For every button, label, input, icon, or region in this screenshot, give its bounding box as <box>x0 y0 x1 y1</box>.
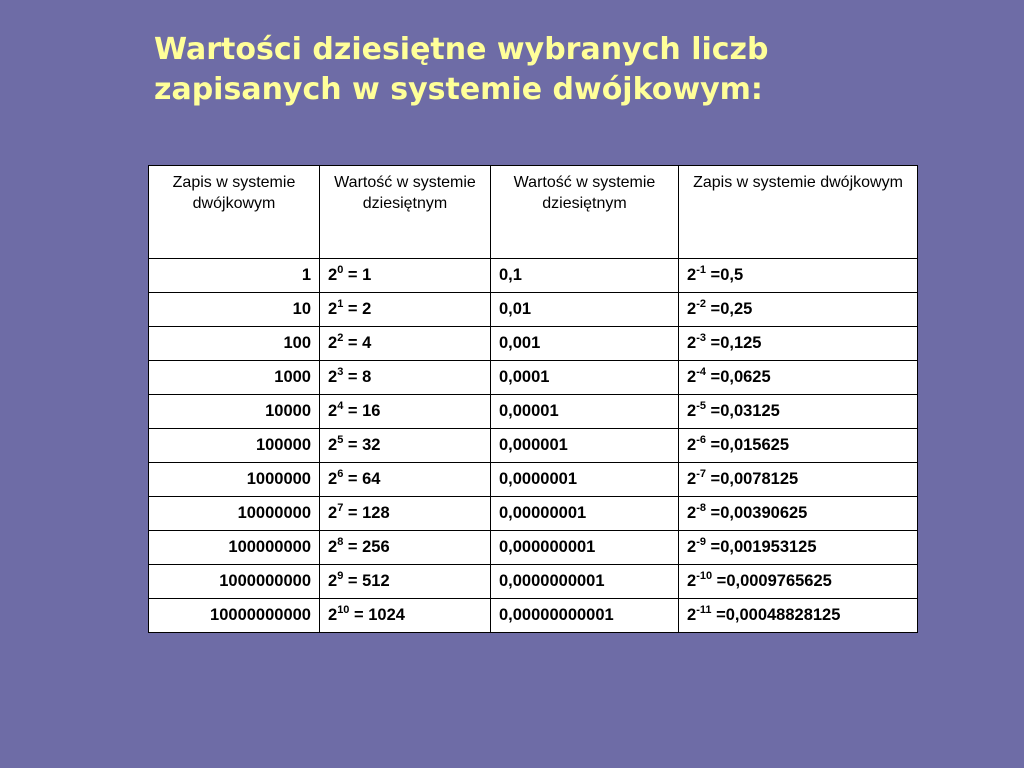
table-row <box>149 429 918 463</box>
power-exponent: 6 <box>337 467 344 480</box>
binary-cell: 1000000 <box>149 463 320 497</box>
negative-power-value: =0,0009765625 <box>712 572 832 590</box>
decimal-fraction-cell: 0,00000001 <box>491 497 679 531</box>
table-row <box>149 259 918 293</box>
binary-cell: 10 <box>149 293 320 327</box>
negative-power-cell <box>679 565 918 599</box>
power-cell <box>320 497 491 531</box>
power-exponent: 5 <box>337 433 344 446</box>
negative-power-base: 2 <box>687 538 697 556</box>
negative-power-value: =0,03125 <box>705 402 780 420</box>
binary-cell: 1 <box>149 259 320 293</box>
power-cell <box>320 565 491 599</box>
power-exponent: 8 <box>337 535 344 548</box>
power-cell <box>320 259 491 293</box>
power-exponent: 1 <box>337 297 344 310</box>
power-base: 2 <box>328 572 338 590</box>
table-row <box>149 565 918 599</box>
title-line-1: Wartości dziesiętne wybranych liczb <box>154 32 769 67</box>
negative-power-cell <box>679 599 918 633</box>
power-value: = 1 <box>343 266 372 284</box>
header-binary-negative-power: Zapis w systemie dwójkowym <box>679 166 918 259</box>
binary-values-table <box>148 165 918 633</box>
power-value: = 4 <box>343 334 372 352</box>
binary-cell: 1000000000 <box>149 565 320 599</box>
table-row <box>149 497 918 531</box>
power-exponent: 0 <box>337 263 344 276</box>
decimal-fraction-cell: 0,001 <box>491 327 679 361</box>
power-base: 2 <box>328 368 338 386</box>
power-base: 2 <box>328 538 338 556</box>
negative-power-base: 2 <box>687 606 697 624</box>
power-cell <box>320 429 491 463</box>
binary-cell: 10000 <box>149 395 320 429</box>
power-base: 2 <box>328 402 338 420</box>
negative-power-value: =0,00048828125 <box>711 606 841 624</box>
decimal-fraction-cell: 0,000000001 <box>491 531 679 565</box>
decimal-fraction-cell: 0,0001 <box>491 361 679 395</box>
power-value: = 2 <box>343 300 372 318</box>
negative-power-base: 2 <box>687 334 697 352</box>
negative-power-exponent: -2 <box>696 297 706 310</box>
power-cell <box>320 531 491 565</box>
header-decimal-fraction: Wartość w systemie dziesiętnym <box>491 166 679 259</box>
power-exponent: 10 <box>337 603 350 616</box>
power-exponent: 3 <box>337 365 344 378</box>
negative-power-base: 2 <box>687 470 697 488</box>
power-base: 2 <box>328 606 338 624</box>
negative-power-cell <box>679 531 918 565</box>
negative-power-exponent: -8 <box>696 501 706 514</box>
negative-power-base: 2 <box>687 572 697 590</box>
power-cell <box>320 599 491 633</box>
power-base: 2 <box>328 334 338 352</box>
negative-power-exponent: -9 <box>696 535 706 548</box>
negative-power-value: =0,001953125 <box>705 538 817 556</box>
table-row <box>149 463 918 497</box>
negative-power-exponent: -3 <box>696 331 706 344</box>
power-value: = 512 <box>343 572 390 590</box>
negative-power-value: =0,015625 <box>705 436 790 454</box>
negative-power-exponent: -1 <box>696 263 706 276</box>
header-binary: Zapis w systemie dwójkowym <box>149 166 320 259</box>
table-row <box>149 361 918 395</box>
power-cell <box>320 293 491 327</box>
table-row <box>149 293 918 327</box>
decimal-fraction-cell: 0,000001 <box>491 429 679 463</box>
negative-power-value: =0,0078125 <box>705 470 799 488</box>
table-row <box>149 395 918 429</box>
negative-power-base: 2 <box>687 436 697 454</box>
negative-power-value: =0,25 <box>705 300 753 318</box>
power-value: = 256 <box>343 538 390 556</box>
negative-power-exponent: -11 <box>696 603 712 616</box>
binary-cell: 10000000000 <box>149 599 320 633</box>
table-body <box>149 259 918 633</box>
table-row <box>149 599 918 633</box>
negative-power-value: =0,0625 <box>705 368 771 386</box>
negative-power-cell <box>679 395 918 429</box>
power-exponent: 2 <box>337 331 344 344</box>
decimal-fraction-cell: 0,00001 <box>491 395 679 429</box>
decimal-fraction-cell: 0,0000000001 <box>491 565 679 599</box>
power-base: 2 <box>328 266 338 284</box>
negative-power-cell <box>679 463 918 497</box>
power-exponent: 4 <box>337 399 344 412</box>
header-decimal-power: Wartość w systemie dziesiętnym <box>320 166 491 259</box>
negative-power-cell <box>679 293 918 327</box>
decimal-fraction-cell: 0,1 <box>491 259 679 293</box>
negative-power-value: =0,00390625 <box>705 504 808 522</box>
power-value: = 16 <box>343 402 381 420</box>
power-exponent: 9 <box>337 569 344 582</box>
power-value: = 32 <box>343 436 381 454</box>
power-value: = 128 <box>343 504 390 522</box>
binary-cell: 100000 <box>149 429 320 463</box>
negative-power-value: =0,5 <box>705 266 744 284</box>
page-title <box>154 30 769 110</box>
negative-power-exponent: -4 <box>696 365 706 378</box>
negative-power-cell <box>679 361 918 395</box>
negative-power-value: =0,125 <box>705 334 762 352</box>
binary-cell: 100000000 <box>149 531 320 565</box>
negative-power-cell <box>679 429 918 463</box>
power-base: 2 <box>328 470 338 488</box>
negative-power-cell <box>679 497 918 531</box>
decimal-fraction-cell: 0,00000000001 <box>491 599 679 633</box>
negative-power-exponent: -5 <box>696 399 706 412</box>
negative-power-base: 2 <box>687 266 697 284</box>
binary-cell: 10000000 <box>149 497 320 531</box>
table-row <box>149 327 918 361</box>
title-line-2: zapisanych w systemie dwójkowym: <box>154 72 763 107</box>
negative-power-base: 2 <box>687 504 697 522</box>
negative-power-exponent: -6 <box>696 433 706 446</box>
binary-cell: 1000 <box>149 361 320 395</box>
decimal-fraction-cell: 0,0000001 <box>491 463 679 497</box>
power-value: = 1024 <box>349 606 405 624</box>
power-base: 2 <box>328 504 338 522</box>
power-base: 2 <box>328 436 338 454</box>
negative-power-exponent: -7 <box>696 467 706 480</box>
negative-power-base: 2 <box>687 300 697 318</box>
negative-power-exponent: -10 <box>696 569 713 582</box>
power-cell <box>320 361 491 395</box>
power-cell <box>320 395 491 429</box>
power-cell <box>320 327 491 361</box>
decimal-fraction-cell: 0,01 <box>491 293 679 327</box>
negative-power-base: 2 <box>687 402 697 420</box>
negative-power-cell <box>679 259 918 293</box>
table-row <box>149 531 918 565</box>
power-cell <box>320 463 491 497</box>
negative-power-base: 2 <box>687 368 697 386</box>
negative-power-cell <box>679 327 918 361</box>
power-base: 2 <box>328 300 338 318</box>
power-value: = 8 <box>343 368 372 386</box>
binary-cell: 100 <box>149 327 320 361</box>
power-exponent: 7 <box>337 501 344 514</box>
table-header-row <box>149 166 918 259</box>
power-value: = 64 <box>343 470 381 488</box>
